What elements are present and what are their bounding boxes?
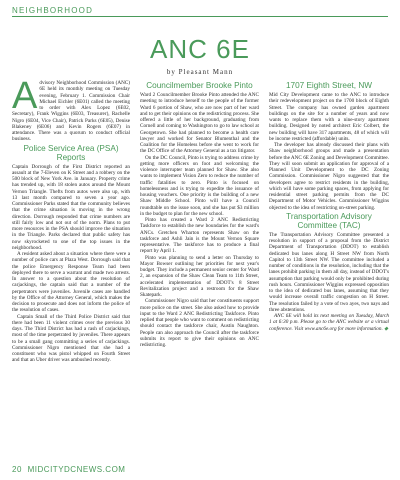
paragraph: Captain Dorrough of the First District reported an assault at the 7-Eleven on K Street and a robbery on the 500 block of New York Ave. in January. Property crime has trended up, with 18 stolen autos around the Mount Vernon Triangle. Thefts from autos were also up, with 13 last month compared to seven a year ago. Commissioner Parks stated that the community believes that the crime situation is moving in the wrong direction. Dorrough responded that crime numbers are still fairly low and not out of the norm. Plans to put more resources in the PSA should improve the situation in the Triangle. Parks declared that public safety has now skyrocketed to one of the top issues in the neighborhood.: [12, 163, 130, 251]
column-2: [140, 80, 259, 348]
drop-cap: A: [12, 75, 38, 117]
meeting-note: [269, 313, 389, 332]
meeting-note-text: ANC 6E will hold its next meeting on Tuesday, March 1 at 6:30 p.m. Please go to the ANC website or a virtual conference. Visit www.anc6e.org for more information.: [269, 313, 389, 332]
end-mark-icon: ◆: [384, 325, 389, 332]
paragraph: Mid City Development came to the ANC to introduce their redevelopment project on the 1700 block of Eighth Street. The company has owned garden apartment buildings on the site for a number of years and now wants to replace them with a nine-story apartment building. Designed by noted architect Eric Colbert, the new building will have 317 apartments, 48 of which will be income restricted (affordable) units.: [269, 92, 389, 142]
intro-text: dvisory Neighborhood Commission (ANC) 6E held its monthly meeting on Tuesday evening, February 1. Commission Chair Michael Eichler (6E01) called the meeting to order with Alex Lopez (6E02, Secretary), Frank Wiggins (6E03, Treasurer), Rachelle Nigro (6E04, Vice Chair), Patrick Parks (6E05), Denise Blakeney (6E06) and Kevin Rogers (6E07) in attendance. There was a quorum to conduct official business.: [12, 80, 130, 143]
top-rule: [12, 16, 388, 17]
paragraph: The Transportation Advisory Committee presented a resolution in support of a proposal from the District Department of Transportation (DDOT) to establish dedicated bus lanes along H Street NW from North Capitol to 13th Street NW. The committee included a number of conditions in the resolution, including that the lanes prohibit parking in them all day, instead of DDOT's assumption that parking would only be prohibited during rush hours. Commissioner Wiggins expressed opposition to the idea of dedicated bus lanes, assuming that they would increase overall traffic congestion on H Street. The resolution failed by a vote of two ayes, two nays and three abstentions.: [269, 231, 389, 313]
subhead-psa-reports: Police Service Area (PSA) Reports: [23, 143, 119, 162]
page-footer: [12, 465, 125, 474]
subhead-tac: Transportation Advisory Committee (TAC): [286, 211, 372, 230]
paragraph: On the DC Council, Pinto is trying to address crime by getting more officers on foot and welcoming the violence interrupter team planned for Shaw. She also wants to implement Vision Zero to reduce the number of traffic fatalities to zero. Pinto is focused on homelessness and is trying to expedite the issuance of housing vouchers. One priority is the building of a new Shaw Middle School. Pinto will have a Council roundtable on the issue soon, and she has put $3 million in the budget to plan for the new school.: [140, 154, 259, 217]
paragraph: Ward 2 Councilmember Brooke Pinto attended the ANC meeting to introduce herself to the people of the former Ward 6 portion of Shaw, who are now part of her ward and to get their opinions on the redistricting process. She offered a little of her background, graduating from Cornell and coming to Washington to go to law school at Georgetown. She had planned to become a health care lawyer and worked for Senator Blumenthal and the Coalition for the Homeless before she went to work for the DC Office of the Attorney General as a tax litigator.: [140, 92, 259, 155]
headline: ANC 6E: [150, 34, 250, 64]
page-number: 20: [12, 465, 22, 474]
column-3: [269, 80, 389, 332]
paragraph: The developer has already discussed their plans with Shaw neighborhood groups and made a presentation before the ANC 6E Zoning and Development Committee. They will soon submit an application for approval of a Planned Unit Development to the DC Zoning Commission. Commissioner Nigro suggested that the developers agree to restrict residents in the building, which will have some parking spaces, from applying for residential street parking permits from the DC Department of Motor Vehicles. Commissioner Wiggins objected to the idea of restricting on-street parking.: [269, 142, 389, 211]
paragraph: Pinto has created a Ward 2 ANC Redistricting Taskforce to establish the new boundaries for the ward's ANCs. Gretchen Wharton represents Shaw on the taskforce and Ashli Jain is the Mount Vernon Square representative. The taskforce has to produce a final report by April 1.: [140, 217, 259, 255]
paragraph: Pinto was planning to send a letter on Thursday to Mayor Bowser outlining her priorities for next year's budget. They include a permanent senior center for Ward 2, an expansion of the Shaw Clean Team to 11th Street, accelerated implementation of DDOT's 8 Street Revitalization project and a restroom for the Shaw Skatepark.: [140, 254, 259, 298]
paragraph: A resident asked about a situation where there were a number of police cars at Plaza West. Dorrough said that the police Emergency Response Team had been deployed there to serve a warrant and made two arrests. In answer to a question about the resolution of carjackings, the captain said that a number of the perpetrators were juveniles. Juvenile cases are handled by the Office of the Attorney General, which makes the decision to prosecute and does not inform the police of the resolution of cases.: [12, 251, 130, 314]
subhead-eighth-street: 1707 Eighth Street, NW: [285, 81, 372, 90]
byline: by Pleasant Mann: [166, 68, 234, 76]
intro-paragraph: [12, 75, 130, 143]
paragraph: Commissioner Nigro said that her constituents support more police on the street. She also asked how to provide input to the Ward 2 ANC Redistricting Taskforce. Pinto replied that people who want to comment on redistricting should contact the taskforce chair, Austin Naughton. People can also approach the Council after the taskforce submits its report to give their opinions on ANC redistricting.: [140, 298, 259, 348]
column-1: [12, 75, 130, 364]
site-name: MIDCITYDCNEWS.COM: [27, 465, 126, 474]
paragraph: Captain Small of the Third Police District said that there had been 11 violent crimes over the previous 30 days. The Third District has had a rash of carjackings, most of the time perpetrated by juveniles. There appears to be a small gang committing a series of carjackings. Commissioner Nigro mentioned that she had a constituent who was pistol whipped on Fourth Street and that an Uber driver was ambushed recently.: [12, 313, 130, 364]
subhead-councilmember: Councilmember Brooke Pinto: [146, 81, 253, 90]
section-label: NEIGHBORHOOD: [12, 6, 94, 15]
